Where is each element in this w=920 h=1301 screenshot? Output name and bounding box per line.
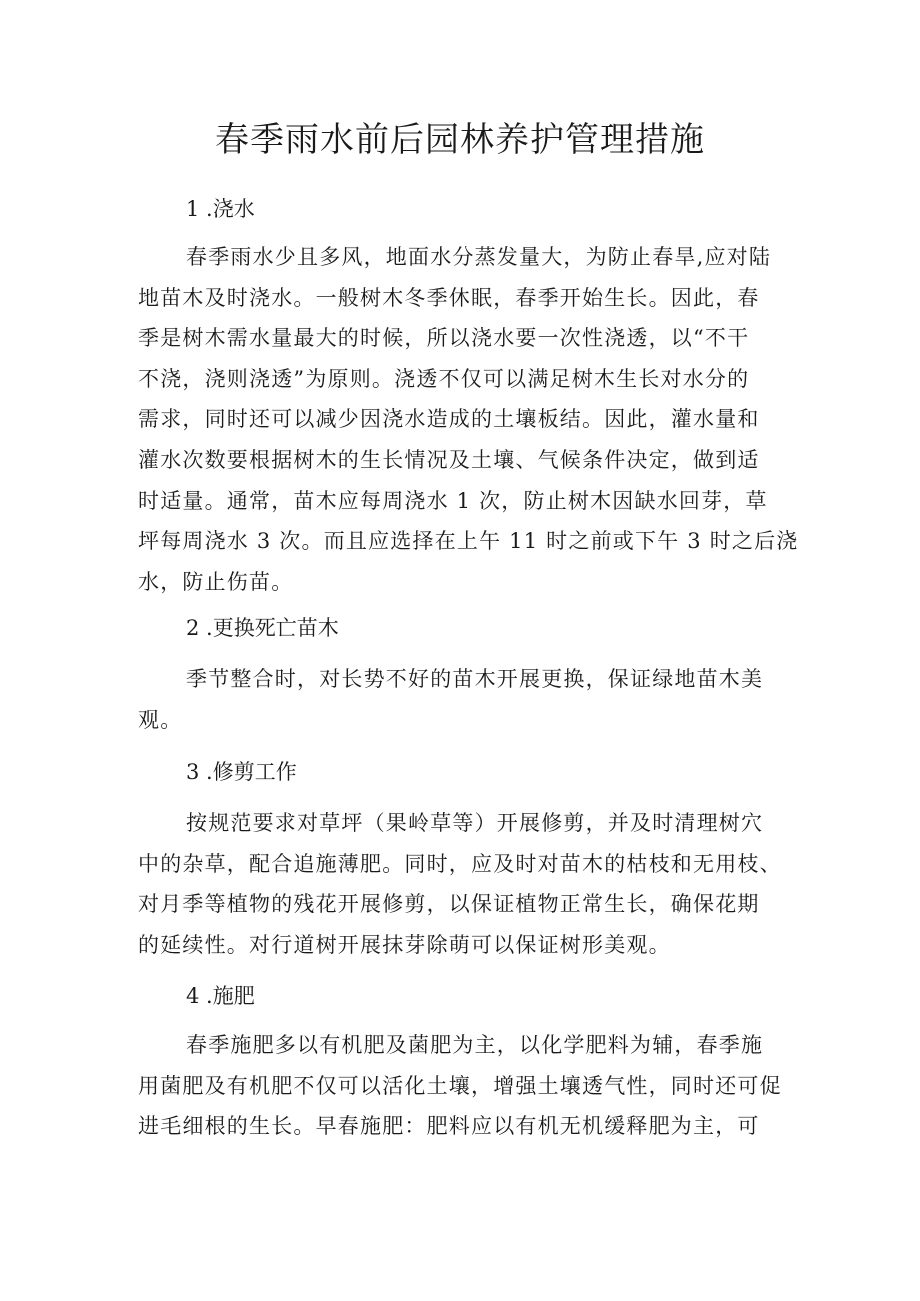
- paragraph-line: 不浇，浇则浇透”为原则。浇透不仅可以满足树木生长对水分的: [138, 366, 750, 391]
- paragraph-line: 用菌肥及有机肥不仅可以活化土壤，增强土壤透气性，同时还可促: [138, 1073, 782, 1098]
- paragraph-line: 时适量。通常，苗木应每周浇水 1 次，防止树木因缺水回芽，草: [138, 488, 768, 513]
- paragraph-line: 需求，同时还可以减少因浇水造成的土壤板结。因此，灌水量和: [138, 407, 760, 432]
- paragraph-line: 灌水次数要根据树木的生长情况及土壤、气候条件决定，做到适: [138, 447, 760, 472]
- section-body-watering: [138, 237, 838, 602]
- paragraph-line: 春季雨水少且多风，地面水分蒸发量大，为防止春旱,应对陆: [186, 245, 772, 269]
- paragraph-line: 的延续性。对行道树开展抹芽除萌可以保证树形美观。: [138, 932, 671, 957]
- paragraph-line: 观。: [138, 707, 183, 732]
- section-heading-pruning: 3 .修剪工作: [186, 760, 297, 784]
- section-heading-replace-seedlings: 2 .更换死亡苗木: [186, 616, 339, 640]
- paragraph-line: 春季施肥多以有机肥及菌肥为主，以化学肥料为辅，春季施: [186, 1033, 764, 1057]
- section-body-replace-seedlings: [138, 659, 838, 740]
- paragraph-line: 进毛细根的生长。早春施肥：肥料应以有机无机缓释肥为主，可: [138, 1114, 760, 1139]
- paragraph-line: 对月季等植物的残花开展修剪，以保证植物正常生长，确保花期: [138, 892, 760, 917]
- paragraph-line: 坪每周浇水 3 次。而且应选择在上午 11 时之前或下午 3 时之后浇: [138, 529, 799, 554]
- paragraph-line: 中的杂草，配合追施薄肥。同时，应及时对苗木的枯枝和无用枝、: [138, 851, 782, 876]
- paragraph-line: 季是树木需水量最大的时候，所以浇水要一次性浇透，以“不干: [138, 326, 750, 351]
- section-heading-watering: 1 .浇水: [186, 197, 255, 221]
- document-title: 春季雨水前后园林养护管理措施: [215, 120, 705, 160]
- paragraph-line: 地苗木及时浇水。一般树木冬季休眠，春季开始生长。因此，春: [138, 285, 760, 310]
- section-heading-fertilizing: 4 .施肥: [186, 984, 255, 1008]
- section-body-pruning: [138, 803, 838, 965]
- paragraph-line: 按规范要求对草坪（果岭草等）开展修剪，并及时清理树穴: [186, 811, 764, 835]
- section-body-fertilizing: [138, 1025, 838, 1147]
- paragraph-line: 季节整合时，对长势不好的苗木开展更换，保证绿地苗木美: [186, 667, 764, 691]
- paragraph-line: 水，防止伤苗。: [138, 569, 294, 594]
